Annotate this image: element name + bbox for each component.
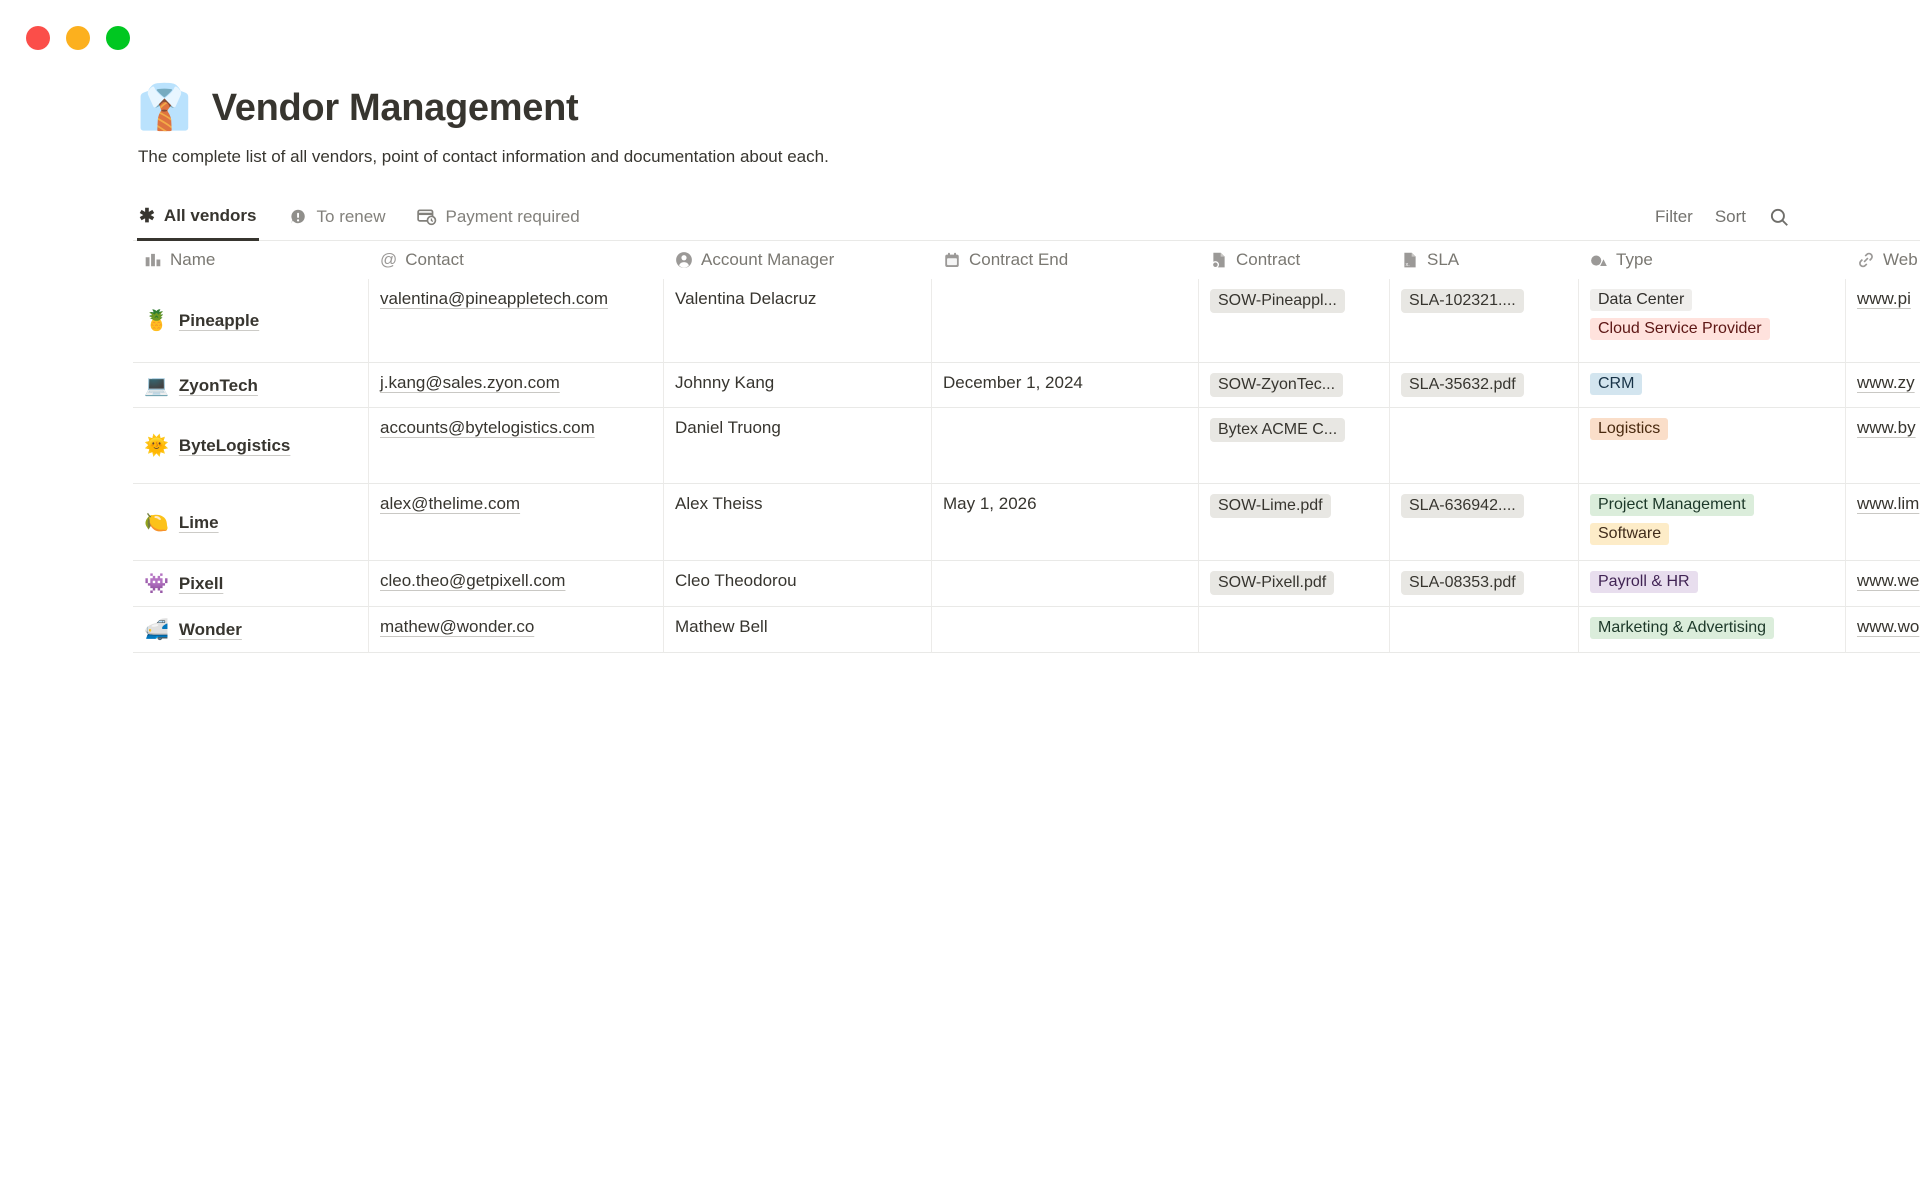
file-icon [1401,251,1419,269]
contract-file-chip[interactable]: SOW-Lime.pdf [1210,494,1331,518]
table-row [133,561,1920,607]
type-tag: Project Management [1590,494,1754,516]
column-header-contract[interactable]: Contract [1199,241,1390,279]
web-cell[interactable] [1846,561,1920,607]
contract-file-chip[interactable]: Bytex ACME C... [1210,418,1345,442]
column-header-account-manager[interactable]: Account Manager [664,241,932,279]
alert-bubble-icon [288,208,308,226]
tab-payment-required[interactable] [415,200,582,240]
type-tag: CRM [1590,373,1642,395]
account-manager-cell[interactable]: Mathew Bell [664,607,932,653]
view-toolbar [133,200,1920,241]
vendor-page-link[interactable]: ZyonTech [178,375,258,395]
vendor-name-cell[interactable] [133,561,369,607]
vendor-page-link[interactable]: Pineapple [178,311,260,330]
vendor-page-link[interactable]: Lime [178,512,219,532]
file-attachment-icon [1210,251,1228,269]
tab-label: All vendors [163,206,257,225]
type-tag: Payroll & HR [1590,571,1698,593]
vendor-page-link[interactable]: Wonder [178,620,242,639]
sla-cell[interactable] [1390,607,1579,653]
page-header [133,83,1920,132]
filter-button[interactable]: Filter [1655,206,1693,226]
web-cell[interactable] [1846,279,1920,363]
account-manager-cell[interactable]: Cleo Theodorou [664,561,932,607]
close-button[interactable] [26,26,50,50]
vendor-page-link[interactable]: Pixell [178,574,224,593]
contract-cell[interactable] [1199,363,1390,408]
sla-cell[interactable] [1390,408,1579,484]
sla-cell[interactable] [1390,279,1579,363]
web-link[interactable]: www.zy [1857,372,1915,392]
contact-cell[interactable] [369,363,664,408]
contact-cell[interactable] [369,484,664,561]
column-header-contact[interactable]: @ Contact [380,249,464,269]
type-tag: Marketing & Advertising [1590,617,1774,639]
contract-cell[interactable] [1199,484,1390,561]
sort-button[interactable]: Sort [1714,206,1746,226]
table-row [133,279,1920,363]
column-header-type[interactable]: Type [1579,241,1846,279]
type-cell[interactable] [1579,363,1846,408]
web-link[interactable]: www.wo [1857,616,1920,636]
email-link[interactable]: j.kang@sales.zyon.com [380,372,560,392]
search-icon[interactable] [1768,206,1790,228]
contract-cell[interactable] [1199,607,1390,653]
column-header-web[interactable]: Web [1846,241,1920,279]
tab-label: To renew [316,206,386,226]
payment-clock-icon [417,208,437,226]
web-link[interactable]: www.by [1857,417,1916,437]
calendar-icon [943,251,961,269]
page-title: Vendor Management [211,86,579,129]
web-cell[interactable] [1846,363,1920,408]
type-tag: Software [1590,523,1669,545]
page-content [133,0,1920,653]
contract-end-cell[interactable]: May 1, 2026 [932,484,1199,561]
minimize-button[interactable] [66,26,90,50]
contract-file-chip[interactable]: SOW-Pixell.pdf [1210,571,1334,595]
type-cell[interactable] [1579,279,1846,363]
asterisk-icon: ✱ [139,205,155,227]
web-link[interactable]: www.pi [1857,288,1911,308]
vendor-name-cell[interactable] [133,607,369,653]
tab-to-renew[interactable] [286,200,388,240]
table-row [133,484,1920,561]
svg-text:x.: x. [1405,261,1410,268]
sla-file-chip[interactable]: SLA-08353.pdf [1401,571,1524,595]
contact-cell[interactable] [369,607,664,653]
web-cell[interactable] [1846,607,1920,653]
email-link[interactable]: cleo.theo@getpixell.com [380,570,566,590]
type-cell[interactable] [1579,561,1846,607]
vendor-name-cell[interactable] [133,279,369,363]
contact-cell[interactable] [369,561,664,607]
vendor-emoji: 🍋 [144,511,169,534]
link-icon [1857,251,1875,269]
vendor-emoji: 🚅 [144,619,169,641]
email-link[interactable]: accounts@bytelogistics.com [380,417,595,437]
web-link[interactable]: www.we [1857,570,1920,590]
vendor-name-cell[interactable] [133,484,369,561]
view-controls [1655,206,1790,240]
shapes-icon [1590,251,1608,269]
page-description: The complete list of all vendors, point of contact information and documentation about each. [138,147,829,166]
email-link[interactable]: valentina@pineappletech.com [380,288,609,308]
table-row [133,363,1920,408]
contract-end-cell[interactable] [932,408,1199,484]
tab-label: Payment required [445,206,580,226]
page-icon[interactable]: 👔 [137,83,192,132]
account-manager-cell[interactable]: Daniel Truong [664,408,932,484]
table-row [133,408,1920,484]
contract-cell[interactable] [1199,408,1390,484]
sla-cell[interactable] [1390,484,1579,561]
column-header-sla[interactable]: x. SLA [1390,241,1579,279]
vendor-emoji: 💻 [144,374,169,397]
window-traffic-lights [26,26,130,50]
table-row [133,607,1920,653]
bars-icon [144,251,162,269]
web-cell[interactable] [1846,484,1920,561]
contract-end-cell[interactable]: December 1, 2024 [932,363,1199,408]
type-cell[interactable] [1579,607,1846,653]
type-tag: Data Center [1590,289,1692,311]
contract-file-chip[interactable]: SOW-Pineappl... [1210,289,1345,313]
contract-end-cell[interactable] [932,279,1199,363]
sla-file-chip[interactable]: SLA-102321.... [1401,289,1524,313]
tab-all-vendors[interactable] [137,200,259,241]
sla-file-chip[interactable]: SLA-35632.pdf [1401,373,1524,397]
table-header-row [133,241,1920,279]
vendor-page-link[interactable]: ByteLogistics [178,436,291,455]
vendor-name-cell[interactable] [133,363,369,408]
vendor-emoji: 👾 [144,573,169,595]
web-cell[interactable] [1846,408,1920,484]
contract-cell[interactable] [1199,279,1390,363]
email-link[interactable]: mathew@wonder.co [380,616,535,636]
column-header-name[interactable]: Name [133,241,369,279]
vendor-emoji: 🌞 [144,435,169,457]
type-tag: Cloud Service Provider [1590,318,1770,340]
contact-cell[interactable] [369,279,664,363]
person-icon [675,251,693,269]
at-icon: @ [380,250,398,269]
sla-file-chip[interactable]: SLA-636942.... [1401,494,1524,518]
view-tabs [133,200,582,240]
account-manager-cell[interactable]: Alex Theiss [664,484,932,561]
type-cell[interactable] [1579,484,1846,561]
column-header-contract-end[interactable]: Contract End [932,241,1199,279]
contract-end-cell[interactable] [932,607,1199,653]
account-manager-cell[interactable]: Johnny Kang [664,363,932,408]
vendor-emoji: 🍍 [144,310,169,332]
type-cell[interactable] [1579,408,1846,484]
zoom-button[interactable] [106,26,130,50]
contract-file-chip[interactable]: SOW-ZyonTec... [1210,373,1343,397]
email-link[interactable]: alex@thelime.com [380,493,521,513]
sla-cell[interactable] [1390,363,1579,408]
sla-cell[interactable] [1390,561,1579,607]
contract-end-cell[interactable] [932,561,1199,607]
web-link[interactable]: www.lim [1857,493,1920,513]
contact-cell[interactable] [369,408,664,484]
account-manager-cell[interactable]: Valentina Delacruz [664,279,932,363]
vendor-name-cell[interactable] [133,408,369,484]
contract-cell[interactable] [1199,561,1390,607]
type-tag: Logistics [1590,418,1668,440]
